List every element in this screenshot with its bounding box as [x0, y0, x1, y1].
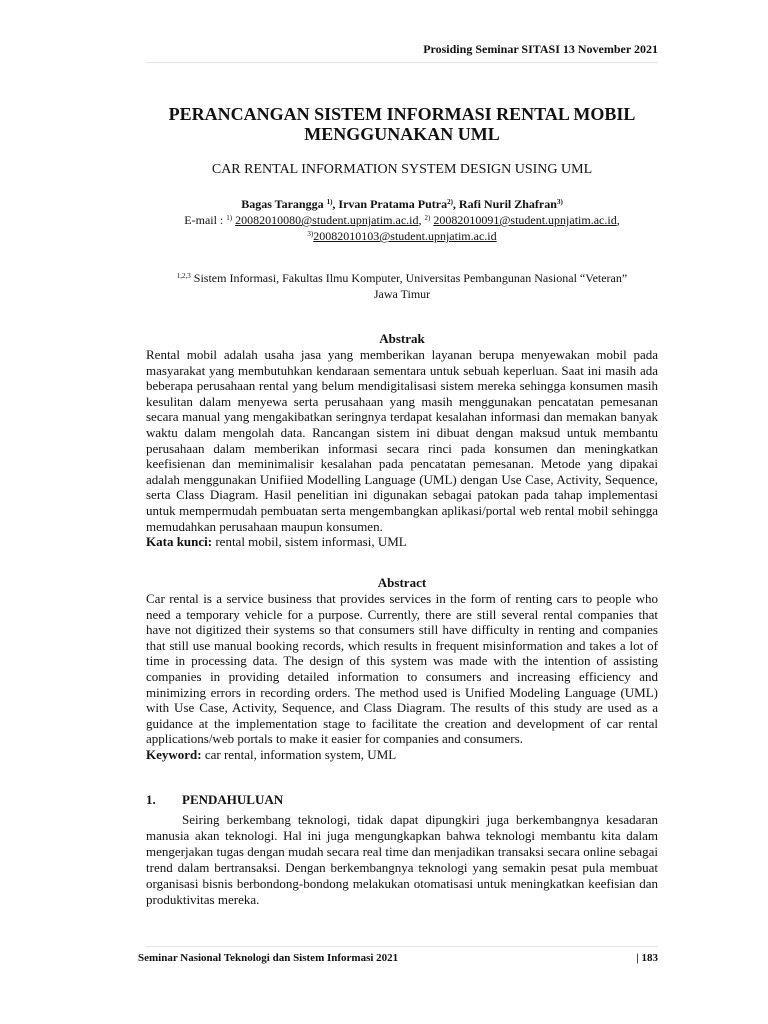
author-sep-1: ,	[332, 197, 339, 211]
author-sup-3: 3)	[556, 198, 563, 206]
author-name-2: Irvan Pratama Putra	[338, 197, 448, 211]
author-names	[146, 196, 658, 212]
abstract-keywords-text: car rental, information system, UML	[201, 746, 397, 762]
author-sup-2: 2)	[447, 198, 453, 206]
affiliation	[146, 270, 658, 302]
email-link-2[interactable]: 20082010091@student.upnjatim.ac.id	[433, 213, 617, 227]
paper-subtitle: CAR RENTAL INFORMATION SYSTEM DESIGN USING UML	[211, 162, 593, 177]
affiliation-text-1: Sistem Informasi, Fakultas Ilmu Komputer, Universitas Pembangunan Nasional “Veteran”	[190, 271, 628, 285]
affiliation-sup: 1,2,3	[176, 272, 191, 280]
page-number: | 183	[636, 952, 658, 964]
section-paragraph: Seiring berkembang teknologi, tidak dapat dipungkiri juga berkembangnya kesadaran manusia akan teknologi. Hal ini juga mengungkapkan bahwa teknologi membantu kita dalam mengerjakan tugas dengan mudah secara real time dan menjadikan transaksi secara online sebagai trend dalam bertransaksi. Dengan berkembangnya teknologi yang semakin pesat pula membuat organisasi bisnis berbondong-bondong melakukan otomatisasi untuk meningkatkan keefisian dan produktivitas mereka.	[146, 812, 658, 907]
running-header: Prosiding Seminar SITASI 13 November 2021	[423, 42, 658, 56]
abstrak-keywords	[146, 534, 658, 550]
email-prefix: E-mail :	[184, 213, 227, 227]
abstract-body: Car rental is a service business that provides services in the form of renting cars to people who need a temporary vehicle for a purpose. Currently, there are still several rental companies that have not digitized their systems so that consumers still have difficulty in renting and companies that still use manual booking records, which results in frequent misinformation and takes a lot of time in processing data. The design of this system was made with the intention of assisting companies in providing detailed information to consumers and increasing efficiency and minimizing errors in recording orders. The method used is Unified Modeling Language (UML) with Use Case, Activity, Sequence, and Class Diagram. The results of this study are used as a guidance at the implementation stage to facilitate the creation and development of car rental applications/web portals to make it easier for companies and consumers.	[146, 591, 658, 747]
author-name-3: Rafi Nuril Zhafran	[458, 197, 557, 211]
author-block	[146, 196, 658, 244]
email-line-1	[146, 212, 658, 228]
abstrak-keywords-label: Kata kunci:	[146, 534, 213, 550]
section-body	[146, 812, 658, 908]
abstract-section	[146, 591, 658, 763]
page-footer	[138, 952, 658, 964]
email-sup-1: 1)	[226, 214, 233, 222]
footer-conference: Seminar Nasional Teknologi dan Sistem Informasi 2021	[138, 952, 399, 964]
abstract-keywords	[146, 747, 658, 763]
abstract-keywords-label: Keyword:	[146, 746, 202, 762]
affiliation-line-2: Jawa Timur	[373, 287, 431, 301]
abstrak-heading: Abstrak	[379, 331, 425, 346]
abstrak-section	[146, 347, 658, 550]
email-link-1[interactable]: 20082010080@student.upnjatim.ac.id	[235, 213, 419, 227]
abstract-heading: Abstract	[377, 575, 427, 590]
email-sup-2: 2)	[424, 214, 431, 222]
author-name-1: Bagas Tarangga	[241, 197, 324, 211]
email-sep-2: ,	[616, 213, 620, 227]
header-rule	[146, 62, 658, 63]
email-sep-1: ,	[418, 213, 425, 227]
paper-title	[146, 104, 658, 144]
abstrak-keywords-text: rental mobil, sistem informasi, UML	[212, 534, 407, 550]
email-link-3[interactable]: 20082010103@student.upnjatim.ac.id	[313, 229, 497, 243]
affiliation-line-1	[146, 270, 658, 286]
footer-rule	[146, 946, 658, 947]
section-heading	[146, 792, 283, 808]
email-line-2	[146, 228, 658, 244]
title-line-1: PERANCANGAN SISTEM INFORMASI RENTAL MOBIL	[168, 104, 636, 124]
section-number: 1.	[146, 792, 156, 807]
section-title: PENDAHULUAN	[182, 792, 284, 807]
title-line-2: MENGGUNAKAN UML	[304, 124, 500, 144]
author-sep-2: ,	[452, 197, 459, 211]
author-sup-1: 1)	[326, 198, 333, 206]
email-sup-3: 3)	[307, 230, 314, 238]
abstrak-body: Rental mobil adalah usaha jasa yang memberikan layanan berupa menyewakan mobil pada masyarakat yang membutuhkan kendaraan sementara untuk sebuah keperluan. Saat ini masih ada beberapa perusahaan rental yang belum mendigitalisasi sistem mereka sehingga konsumen masih kesulitan dalam menyewa serta perusahaan yang masih menggunakan pencatatan pemesanan secara manual yang mengakibatkan seringnya terdapat kesalahan informasi dan memakan banyak waktu dalam mengolah data. Rancangan sistem ini dibuat dengan maksud untuk membantu perusahaan dalam memberikan informasi secara rinci pada konsumen dan meningkatkan keefisienan dan meminimalisir kesalahan pada pencatatan pemesanan. Metode yang dipakai adalah menggunakan Unifiied Modelling Language (UML) dengan Use Case, Activity, Sequence, serta Class Diagram. Hasil penelitian ini digunakan sebagai patokan pada tahap implementasi untuk mempermudah pembuatan serta mengembangkan aplikasi/portal web rental mobil sehingga memudahkan perusahaan maupun konsumen.	[146, 347, 658, 534]
